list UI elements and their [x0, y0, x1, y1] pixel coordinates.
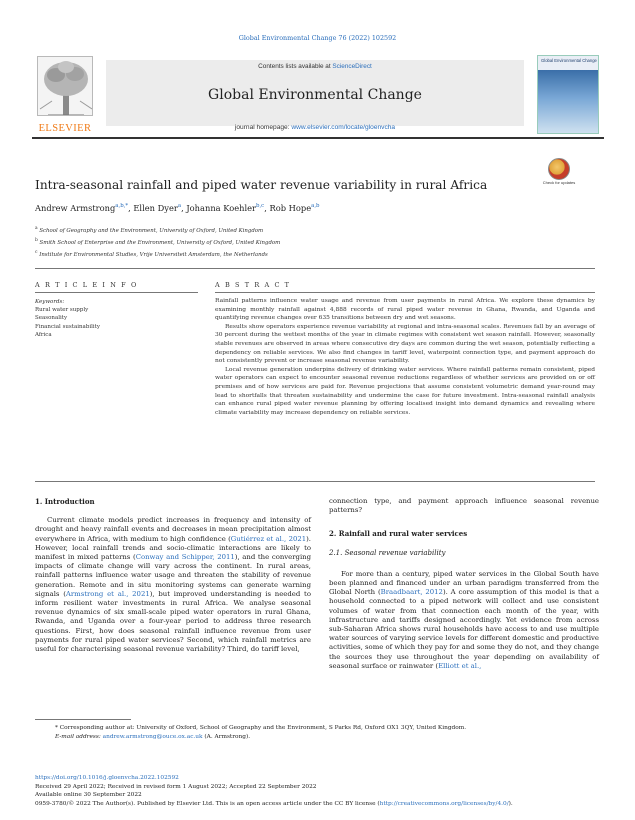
article-metadata — [35, 774, 595, 808]
affiliation-item — [35, 248, 595, 260]
section-heading-rainfall: 2. Rainfall and rural water services — [329, 529, 468, 539]
author-name[interactable]: Johanna Koehler — [186, 203, 256, 213]
cover-title: Global Environmental Change — [541, 58, 597, 63]
contents-prefix: Contents lists available at — [258, 63, 333, 70]
sciencedirect-link[interactable]: ScienceDirect — [332, 63, 372, 70]
abstract-paragraph: Rainfall patterns influence water usage and revenue from user payments in rural Africa. We explore these dynamics by examining monthly rainfall against 4,888 records of rural piped water revenue in Ghana, Rwanda, and Uganda and quantifying revenue changes over 635 transitions between dry and wet seasons. — [215, 298, 595, 322]
email-line — [55, 733, 595, 742]
affiliation-marker: b — [35, 237, 38, 243]
paper-title: Intra-seasonal rainfall and piped water revenue variability in rural Africa — [35, 178, 488, 192]
article-info-rule — [35, 292, 198, 293]
received-dates: Received 29 April 2022; Received in revised form 1 August 2022; Accepted 22 September 2022 — [35, 783, 317, 790]
journal-homepage-link[interactable]: www.elsevier.com/locate/gloenvcha — [291, 124, 396, 131]
author-name[interactable]: Rob Hope — [269, 203, 312, 213]
email-suffix: (A. Armstrong). — [202, 734, 251, 741]
check-updates-icon — [548, 158, 570, 180]
keywords-list — [35, 298, 200, 339]
body-paragraph: connection type, and payment approach influence seasonal revenue patterns? — [329, 497, 599, 515]
journal-title: Global Environmental Change — [208, 87, 422, 103]
article-info-heading: A R T I C L E I N F O — [35, 281, 138, 289]
author-name[interactable]: Andrew Armstrong — [35, 203, 116, 213]
journal-cover-image[interactable] — [537, 55, 599, 134]
footnote-rule — [35, 719, 131, 720]
available-online: Available online 30 September 2022 — [35, 792, 142, 799]
contents-line — [106, 63, 524, 70]
affiliation-list — [35, 224, 595, 259]
homepage-line — [106, 124, 524, 131]
journal-header — [32, 52, 604, 134]
body-text: ). However, local rainfall trends and socio-climatic interactions are likely to manifest in mixed patterns ( — [35, 534, 311, 562]
affiliation-marker: c — [35, 249, 38, 255]
body-text: Current climate models predict increases in frequency and intensity of drought and heavy rainfall events and decreases in mean precipitation almost everywhere in Africa, with medium to high confidence ( — [35, 516, 311, 543]
abstract-paragraph: Results show operators experience revenue variability at regional and intra-seasonal scales. Revenues fall by an average of 30 percent during the wettest months of the year in climate regimes with consistent wet season rainfall. However, seasonally stable revenues are observed in areas where consecutive dry days are common during the wet season, potentially reflecting a dependency on reliable services. We also find changes in tariff level, waterpoint connection type, and payment approach do not consistently prevent or increase seasonal revenue variability. — [215, 323, 595, 365]
author-affiliation-marker[interactable]: a — [177, 203, 182, 210]
citation-link[interactable]: Elliott et al., — [438, 661, 482, 670]
elsevier-logo[interactable] — [32, 52, 98, 134]
body-paragraph — [35, 516, 311, 654]
author-name[interactable]: Ellen Dyer — [133, 203, 178, 213]
journal-banner — [106, 60, 524, 126]
homepage-prefix: journal homepage: — [234, 124, 292, 131]
abstract-bottom-rule — [35, 481, 595, 482]
corresponding-author-note: * Corresponding author at: University of Oxford, School of Geography and the Environment, S Parks Rd, Oxford OX1 3QY, United Kingdom. — [55, 725, 467, 731]
affiliation-marker: a — [35, 226, 38, 231]
citation-link[interactable]: Gutiérrez et al., 2021 — [230, 534, 307, 543]
author-affiliation-marker[interactable]: b,c — [256, 203, 265, 210]
license-line — [35, 800, 595, 809]
affiliation-text: Smith School of Enterprise and the Environment, University of Oxford, United Kingdom — [39, 239, 281, 246]
subsection-heading-seasonal: 2.1. Seasonal revenue variability — [329, 548, 446, 557]
publisher-name: ELSEVIER — [38, 123, 92, 134]
affiliation-text: Institute for Environmental Studies, Vrije Universiteit Amsterdam, the Netherlands — [39, 251, 268, 258]
body-paragraph — [329, 570, 599, 671]
doi-link[interactable]: https://doi.org/10.1016/j.gloenvcha.2022.102592 — [35, 775, 179, 781]
section-heading-introduction: 1. Introduction — [35, 497, 95, 506]
email-link[interactable]: andrew.armstrong@ouce.ox.ac.uk — [102, 734, 203, 741]
check-updates-label: Check for updates — [542, 180, 576, 185]
footnote — [55, 724, 595, 742]
keyword-item: Rural water supply — [35, 307, 89, 314]
affiliation-item — [35, 224, 595, 236]
body-column-right — [329, 497, 599, 671]
body-text: For more than a century, piped water services in the Global South have been planned and financed under an urban paradigm transferred from the Global North ( — [329, 569, 599, 597]
section-rule — [35, 268, 595, 269]
keyword-item: Africa — [35, 331, 52, 338]
header-rule — [32, 137, 604, 139]
author-affiliation-marker[interactable]: a,b,* — [115, 203, 129, 210]
email-label: E-mail address: — [55, 734, 103, 741]
abstract-rule — [215, 292, 595, 293]
author-list: Andrew Armstrong$^{a,b,*}$, Ellen Dyer$^a$, Johanna Koehler$^{b,c}$, Rob Hope$^{a,b}$ — [35, 203, 320, 213]
citation-link[interactable]: Conway and Schipper, 2011 — [135, 553, 235, 562]
body-text: ), and the converging impacts of climate change will vary across the continent. In rural areas, rainfall patterns influence water usage and threaten the stability of revenue generation. Remote and in situ monitoring systems can generate warning signals ( — [35, 553, 312, 598]
body-text: ), but improved understanding is needed to inform resilient water investments in rural Africa. We analyse seasonal revenue dynamics of six small-scale piped water operators in rural Ghana, Rwanda, and Uganda over a four-year period to address three research questions. First, how does seasonal rainfall influence revenue from user payments for rural piped water services? Second, which rainfall metrics are useful for characterising seasonal revenue variability? Third, do tariff level, — [35, 589, 311, 654]
abstract-body — [215, 297, 595, 417]
license-text-end: ). — [508, 800, 513, 807]
abstract-heading: A B S T R A C T — [215, 281, 291, 289]
author-affiliation-marker[interactable]: a,b — [311, 203, 320, 210]
citation-link[interactable]: Armstrong et al., 2021 — [65, 589, 150, 598]
body-column-left — [35, 497, 311, 654]
check-for-updates-button[interactable] — [542, 158, 576, 194]
keyword-item: Financial sustainability — [35, 323, 100, 330]
citation-link[interactable]: Braadbaart, 2012 — [380, 588, 443, 597]
keyword-item: Seasonality — [35, 315, 68, 322]
journal-reference[interactable]: Global Environmental Change 76 (2022) 102592 — [238, 34, 397, 42]
license-link[interactable]: http://creativecommons.org/licenses/by/4.0/ — [379, 800, 509, 807]
license-text: 0959-3780/© 2022 The Author(s). Published by Elsevier Ltd. This is an open access article under the CC BY license ( — [35, 800, 380, 807]
elsevier-tree-icon — [37, 56, 93, 116]
abstract-paragraph: Local revenue generation underpins delivery of drinking water services. Where rainfall patterns remain consistent, piped water operators can expect to encounter seasonal revenue reductions regardless of whether services are provided on or off premises and of how services are paid for. Revenue projections that assume consistent volumetric demand year-round may lead to shortfalls that threaten sustainability and undermine the case for future investment. Intra-seasonal rainfall analysis can enhance rural piped water revenue planning by offering localised insight into demand dynamics and revealing where climate variability may increase dependency on reliable services. — [215, 366, 595, 416]
affiliation-item — [35, 236, 595, 248]
body-text: ). A core assumption of this model is that a household connected to a piped network will collect and use consistent volumes of water from that connection each month of the year, with infrastructure and tariffs designed accordingly. Yet evidence from across sub-Saharan Africa shows rural households have access to and use multiple water sources of varying service levels for different domestic and productive activities, some of which they pay for and some they do not, and they change the sources they use throughout the year depending on availability of seasonal surface or rainwater ( — [329, 588, 599, 670]
affiliation-text: School of Geography and the Environment, University of Oxford, United Kingdom — [39, 227, 264, 234]
keywords-label: Keywords: — [35, 299, 65, 305]
